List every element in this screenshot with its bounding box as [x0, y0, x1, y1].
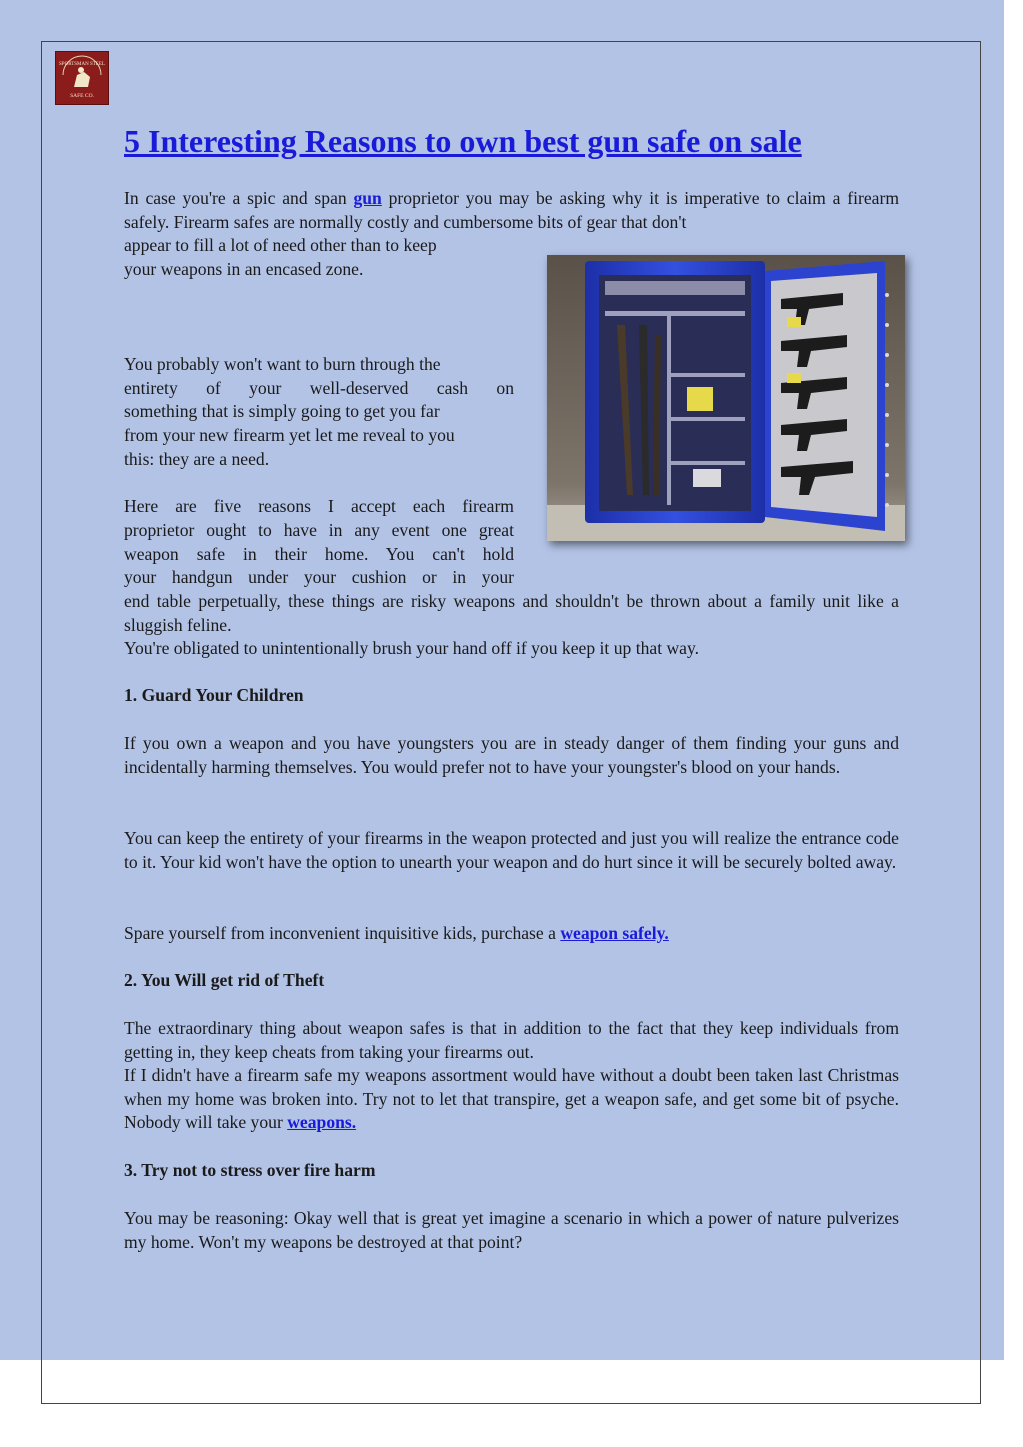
p2-line: something that is simply going to get you far [124, 401, 440, 421]
section3-paragraph-1: You may be reasoning: Okay well that is great yet imagine a scenario in which a power of nature pulverizes my home. Won't my weapons be destroyed at that point? [124, 1208, 899, 1252]
section1-paragraph-3: Spare yourself from inconvenient inquisitive kids, purchase a weapon safely. [124, 923, 669, 943]
weapon-safely-link[interactable]: weapon safely. [560, 923, 669, 943]
gun-safe-photo [547, 255, 905, 541]
section-heading-3: 3. Try not to stress over fire harm [124, 1160, 376, 1180]
section1-paragraph-1: If you own a weapon and you have youngsters you are in steady danger of them finding your guns and incidentally harming themselves. You would prefer not to have your youngster's blood on your hands. [124, 733, 899, 777]
company-logo [55, 51, 109, 105]
weapons-link[interactable]: weapons. [287, 1112, 357, 1133]
intro-line-3: appear to fill a lot of need other than to keep [124, 235, 437, 255]
p3-tail: end table perpetually, these things are risky weapons and shouldn't be thrown about a family unit like a sluggish feline. [124, 591, 899, 635]
p4: You're obligated to unintentionally brush your hand off if you keep it up that way. [124, 638, 700, 658]
p3-line: Here are five reasons I accept each firearm [124, 496, 514, 516]
svg-text:SPORTSMAN STEEL: SPORTSMAN STEEL [59, 62, 105, 67]
intro-line-4: your weapons in an encased zone. [124, 259, 364, 279]
intro-paragraph: In case you're a spic and span gun proprietor you may be asking why it is imperative to claim a firearm safely. Firearm safes are normally costly and cumbersome bits of gear that don't [124, 188, 900, 232]
p2-line: You probably won't want to burn through the [124, 354, 441, 374]
section2-paragraph-1: The extraordinary thing about weapon safes is that in addition to the fact that they keep individuals from getting in, they keep cheats from taking your firearms out. [124, 1018, 899, 1062]
p2-line: from your new firearm yet let me reveal to you [124, 425, 455, 445]
p3-line: your handgun under your cushion or in your [124, 567, 514, 587]
p2-line: entirety of your well-deserved cash on [124, 378, 514, 398]
section-heading-1: 1. Guard Your Children [124, 685, 304, 705]
section-heading-2: 2. You Will get rid of Theft [124, 970, 325, 990]
svg-text:SAFE CO.: SAFE CO. [70, 93, 94, 99]
p3-line: weapon safe in their home. You can't hold [124, 544, 514, 564]
p2-line: this: they are a need. [124, 449, 270, 469]
gun-link[interactable]: gun [353, 188, 382, 208]
section2-paragraph-2: If I didn't have a firearm safe my weapons assortment would have without a doubt been taken last Christmas when my home was broken into. Try not to let that transpire, get a weapon safe, and get some bit of psyche. Nobody will take your weapons. [124, 1065, 899, 1133]
p3-line: proprietor ought to have in any event one great [124, 520, 514, 540]
article-title[interactable]: 5 Interesting Reasons to own best gun safe on sale [124, 123, 802, 159]
section1-paragraph-2: You can keep the entirety of your firearms in the weapon protected and just you will realize the entrance code to it. Your kid won't have the option to unearth your weapon and do hurt since it will be securely bolted away. [124, 828, 899, 872]
